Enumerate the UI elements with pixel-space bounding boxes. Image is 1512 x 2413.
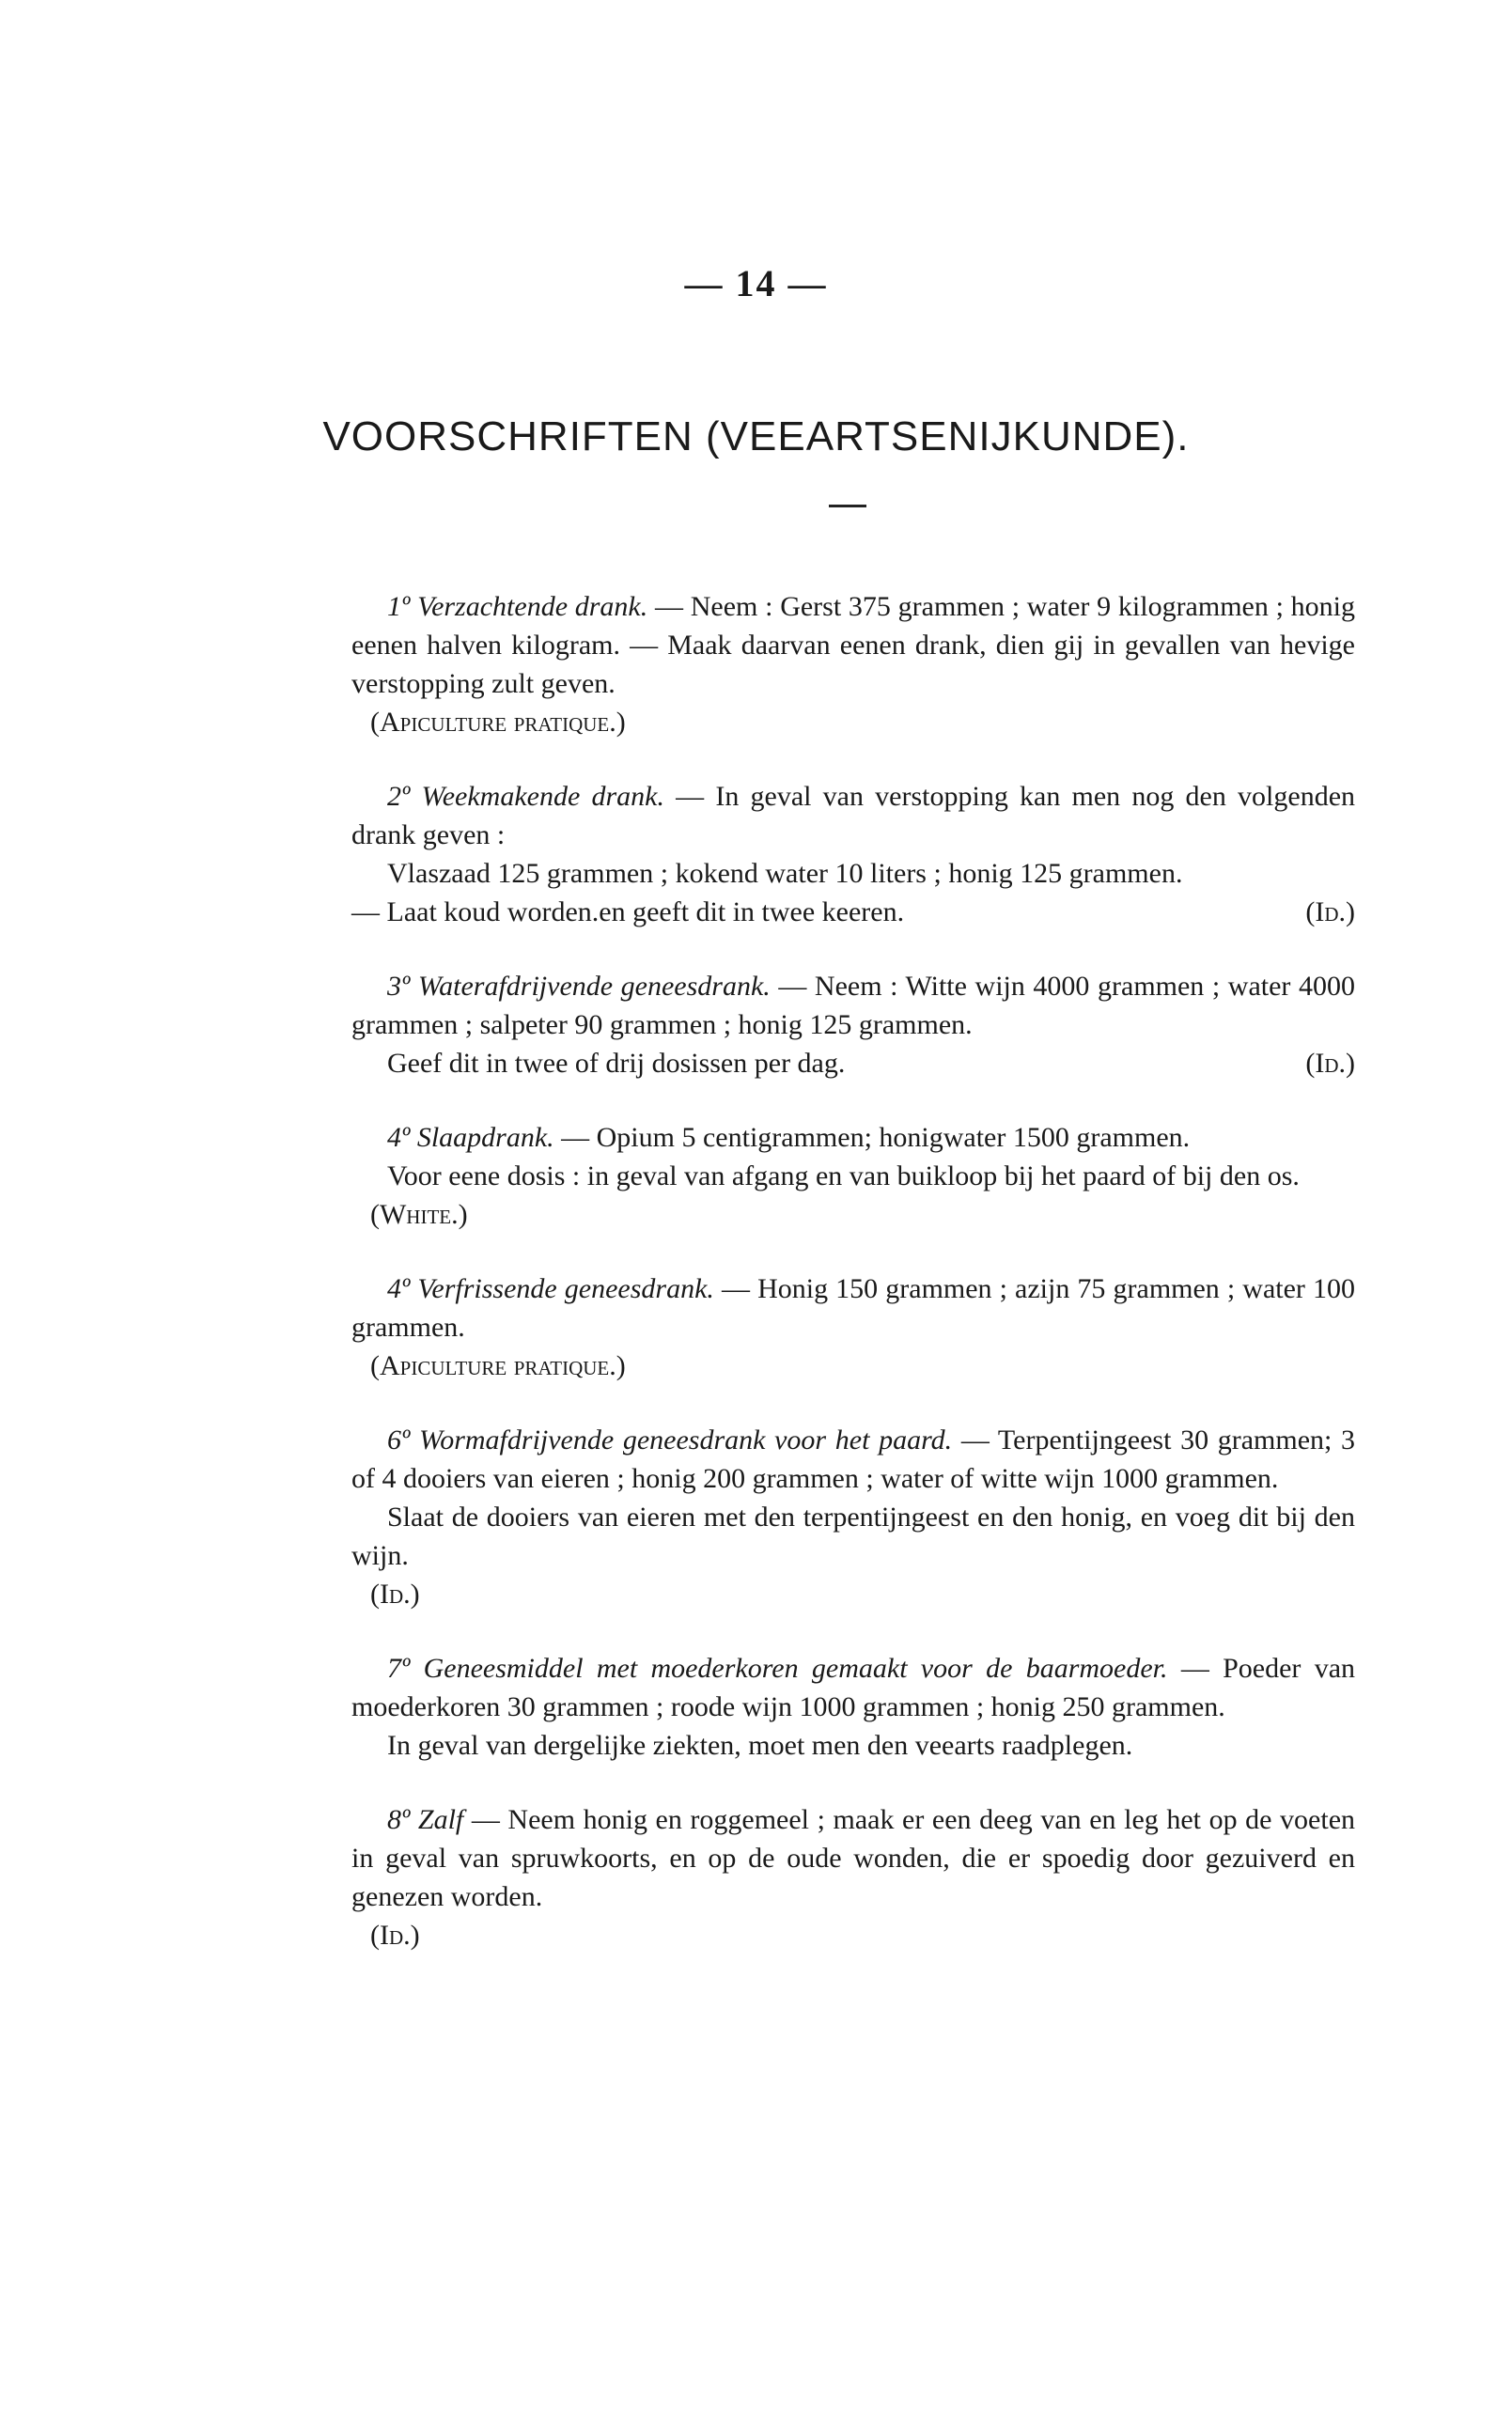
recipe-6-heading: Wormafdrijvende geneesdrank voor het paard. bbox=[418, 1424, 953, 1456]
recipe-6-text bbox=[351, 1421, 1355, 1498]
recipe-1-heading: Verzachtende drank. bbox=[417, 591, 648, 622]
recipe-2-heading: Weekmakende drank. bbox=[421, 781, 664, 812]
recipe-1-body: — Neem : Gerst 375 grammen ; water 9 kilogrammen ; honig eenen halven kilogram. — Maak daarvan eenen drank, dien gij in gevallen van hevige verstopping zult geven. bbox=[351, 591, 1356, 699]
recipe-8-body: — Neem honig en roggemeel ; maak er een deeg van en leg het op de voeten in geval van spruwkoorts, en op de oude wonden, die er spoedig door gezuiverd en genezen worden. bbox=[351, 1804, 1356, 1912]
recipe-8-heading: Zalf bbox=[417, 1804, 464, 1835]
recipe-1-number: 1º bbox=[387, 591, 411, 622]
recipe-3-source: (Id.) bbox=[1305, 1048, 1355, 1079]
recipe-7 bbox=[351, 1649, 1355, 1765]
recipe-1-source: (Apiculture pratique.) bbox=[370, 707, 626, 738]
page-number: — 14 — bbox=[684, 262, 828, 304]
recipe-2-text bbox=[351, 777, 1355, 854]
recipe-4-heading: Slaapdrank. bbox=[416, 1122, 554, 1153]
recipe-8-text bbox=[351, 1800, 1355, 1916]
recipe-1 bbox=[351, 587, 1355, 741]
recipe-5-heading: Verfrissende geneesdrank. bbox=[417, 1273, 714, 1304]
recipe-1-text bbox=[351, 587, 1355, 703]
recipe-3-instruction: Geef dit in twee of drij dosissen per dag. bbox=[387, 1048, 846, 1079]
recipe-7-heading: Geneesmiddel met moederkoren gemaakt voor de baarmoeder. bbox=[423, 1653, 1168, 1684]
recipe-8-source: (Id.) bbox=[370, 1920, 420, 1951]
recipe-4-text bbox=[351, 1118, 1355, 1157]
recipe-2-number: 2º bbox=[387, 781, 411, 812]
recipe-2 bbox=[351, 777, 1355, 931]
title-divider bbox=[829, 505, 866, 507]
recipe-7-instruction: In geval van dergelijke ziekten, moet men den veearts raadplegen. bbox=[387, 1730, 1133, 1761]
recipe-4-source: (White.) bbox=[370, 1199, 468, 1230]
recipe-5 bbox=[351, 1269, 1355, 1385]
recipe-6 bbox=[351, 1421, 1355, 1613]
recipe-3 bbox=[351, 967, 1355, 1082]
recipe-8-number: 8º bbox=[387, 1804, 411, 1835]
recipe-2-instruction: — Laat koud worden.en geeft dit in twee keeren. bbox=[351, 896, 905, 927]
recipe-6-body: — Terpentijngeest 30 grammen; 3 of 4 dooiers van eieren ; honig 200 grammen ; water of witte wijn 1000 grammen. bbox=[351, 1424, 1356, 1494]
recipe-2-ingredients: Vlaszaad 125 grammen ; kokend water 10 liters ; honig 125 grammen. bbox=[387, 858, 1183, 889]
recipe-3-text bbox=[351, 967, 1355, 1044]
recipe-3-body: — Neem : Witte wijn 4000 grammen ; water 4000 grammen ; salpeter 90 grammen ; honig 125 grammen. bbox=[351, 971, 1355, 1040]
recipe-8 bbox=[351, 1800, 1355, 1954]
recipe-4-instruction: Voor eene dosis : in geval van afgang en van buikloop bij het paard of bij den os. bbox=[387, 1160, 1300, 1191]
recipe-5-source: (Apiculture pratique.) bbox=[370, 1350, 626, 1381]
recipe-6-instruction: Slaat de dooiers van eieren met den terpentijngeest en den honig, en voeg dit bij den wijn. bbox=[351, 1502, 1355, 1571]
recipe-5-text bbox=[351, 1269, 1355, 1347]
recipe-4 bbox=[351, 1118, 1355, 1234]
recipe-4-number: 4º bbox=[387, 1122, 411, 1153]
recipe-5-body: — Honig 150 grammen ; azijn 75 grammen ; water 100 grammen. bbox=[351, 1273, 1356, 1343]
page-title: VOORSCHRIFTEN (VEEARTSENIJKUNDE). bbox=[322, 413, 1190, 459]
recipe-4-body: — Opium 5 centigrammen; honigwater 1500 grammen. bbox=[561, 1122, 1191, 1153]
recipe-7-number: 7º bbox=[387, 1653, 411, 1684]
recipe-2-body: — In geval van verstopping kan men nog den volgenden drank geven : bbox=[351, 781, 1356, 850]
recipe-2-source: (Id.) bbox=[1305, 896, 1355, 927]
recipe-6-source: (Id.) bbox=[370, 1579, 420, 1610]
recipe-3-heading: Waterafdrijvende geneesdrank. bbox=[417, 971, 771, 1002]
recipe-6-number: 6º bbox=[387, 1424, 411, 1456]
recipe-7-body: — Poeder van moederkoren 30 grammen ; roode wijn 1000 grammen ; honig 250 grammen. bbox=[351, 1653, 1356, 1722]
recipe-7-text bbox=[351, 1649, 1355, 1726]
recipes-list bbox=[351, 587, 1355, 1990]
recipe-5-number: 4º bbox=[387, 1273, 411, 1304]
recipe-3-number: 3º bbox=[387, 971, 411, 1002]
